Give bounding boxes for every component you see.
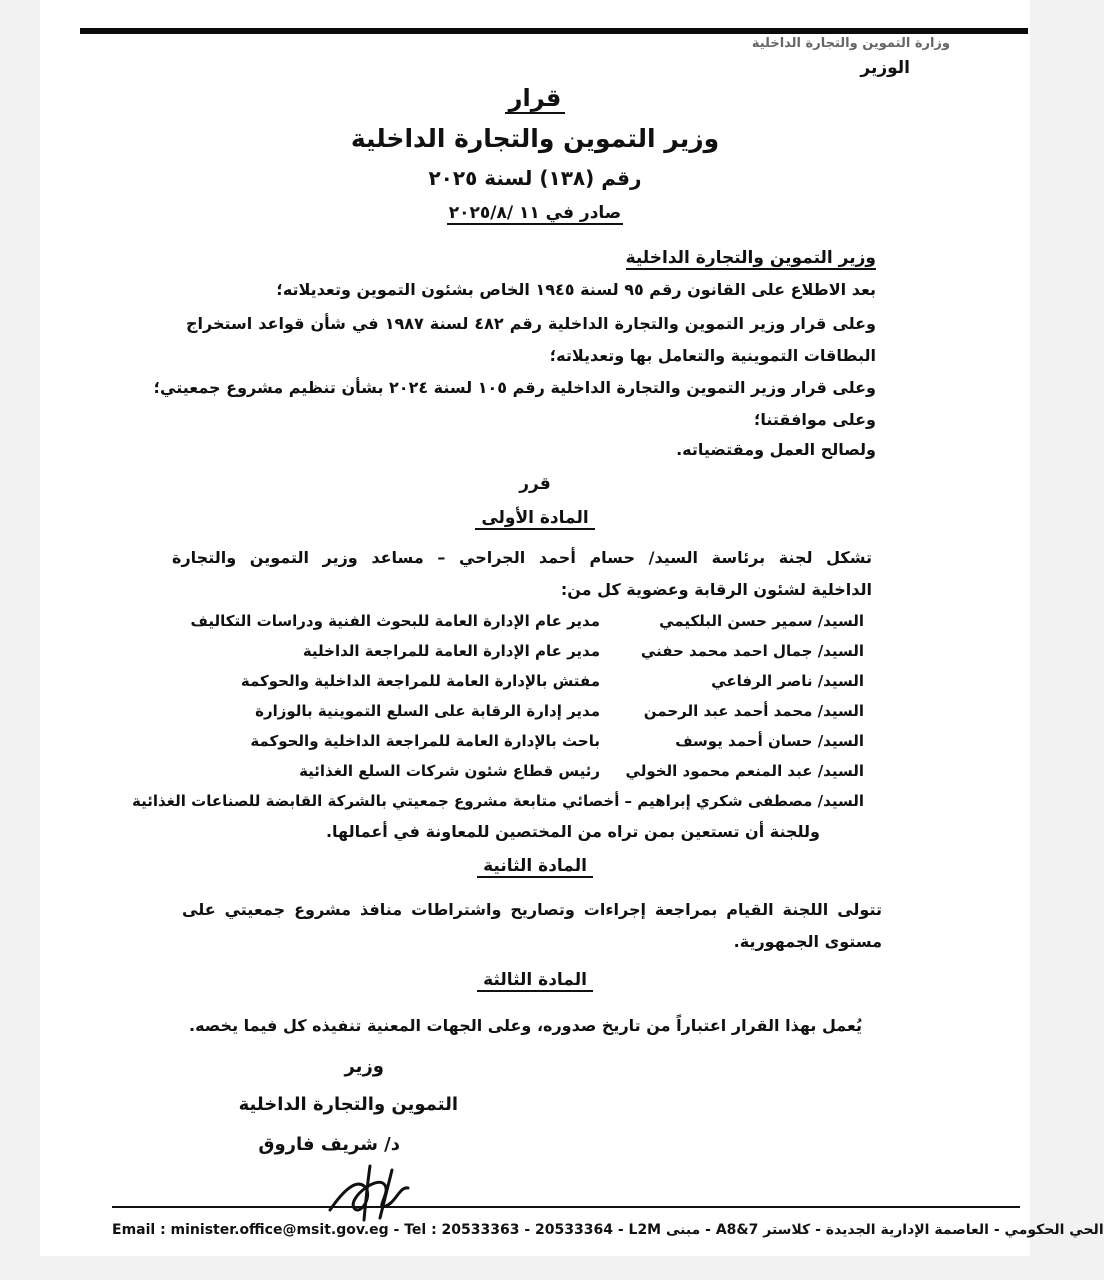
member-last-line: السيد/ مصطفى شكري إبراهيم – أخصائي متابعة مشروع جمعيتي بالشركة القابضة للصناعات الغذائية: [132, 792, 864, 810]
article1-intro-line1: تشكل لجنة برئاسة السيد/ حسام أحمد الجراحي – مساعد وزير التموين والتجارة: [172, 548, 872, 567]
footer-rule: [112, 1206, 1020, 1208]
article3-line1: يُعمل بهذا القرار اعتباراً من تاريخ صدوره، وعلى الجهات المعنية تنفيذه كل فيما يخصه.: [188, 1016, 862, 1035]
decision-title-text: قرار: [505, 84, 566, 114]
issue-date: [40, 203, 1030, 223]
issue-date-text: صادر في ١١ /٢٠٢٥/٨: [448, 203, 622, 223]
decision-title: [40, 84, 1030, 112]
member-title: مدير عام الإدارة العامة للمراجعة الداخلية: [302, 642, 600, 660]
member-name: السيد/ ناصر الرفاعي: [711, 672, 864, 690]
article1-closing: وللجنة أن تستعين بمن تراه من المختصين للمعاونة في أعمالها.: [325, 822, 820, 841]
preamble-line: وعلى موافقتنا؛: [753, 410, 876, 429]
article3-heading-text: المادة الثالثة: [477, 970, 593, 992]
preamble-line: وعلى قرار وزير التموين والتجارة الداخلية رقم ٤٨٢ لسنة ١٩٨٧ في شأن قواعد استخراج: [186, 314, 876, 333]
signature-role1: وزير: [344, 1056, 384, 1077]
article1-intro-line2: الداخلية لشئون الرقابة وعضوية كل من:: [560, 580, 872, 599]
member-title: مدير عام الإدارة العامة للبحوث الفنية ودراسات التكاليف: [190, 612, 600, 630]
article2-line1: تتولى اللجنة القيام بمراجعة إجراءات وتصاريح واشتراطات منافذ مشروع جمعيتي على: [182, 900, 882, 919]
member-title: مدير إدارة الرقابة على السلع التموينية بالوزارة: [255, 702, 600, 720]
member-title: باحث بالإدارة العامة للمراجعة الداخلية والحوكمة: [250, 732, 600, 750]
minister-title: وزير التموين والتجارة الداخلية: [350, 124, 720, 153]
preamble-line: ولصالح العمل ومقتضياته.: [676, 440, 876, 459]
signature-name: د/ شريف فاروق: [258, 1134, 400, 1155]
article2-heading-text: المادة الثانية: [477, 856, 593, 878]
decided-heading: قرر: [519, 474, 551, 494]
article3-heading: [40, 970, 1030, 990]
article1-heading: [40, 508, 1030, 528]
issuer-heading: [626, 248, 876, 268]
member-name: السيد/ جمال احمد محمد حفني: [640, 642, 864, 660]
handwritten-signature: [310, 1158, 430, 1228]
preamble-line: وعلى قرار وزير التموين والتجارة الداخلية رقم ١٠٥ لسنة ٢٠٢٤ بشأن تنظيم مشروع جمعيتي؛: [153, 378, 876, 397]
preamble-line: بعد الاطلاع على القانون رقم ٩٥ لسنة ١٩٤٥ الخاص بشئون التموين وتعديلاته؛: [276, 280, 876, 299]
member-name: السيد/ محمد أحمد عبد الرحمن: [643, 702, 864, 720]
member-name: السيد/ سمير حسن البلكيمي: [659, 612, 864, 630]
footer-contact: Email : minister.office@msit.gov.eg - Tel : 20533363 - 20533364 - L2M مبنى - A8&7 الحي الحكومي - العاصمة الإدارية الجديدة - كلاستر: [112, 1222, 1104, 1238]
issuer-heading-text: وزير التموين والتجارة الداخلية: [625, 248, 876, 268]
decree-page: [40, 0, 1104, 1256]
minister-header-label: الوزير: [860, 58, 910, 78]
ministry-header-line: وزارة التموين والتجارة الداخلية: [751, 36, 950, 51]
article2-line2: مستوى الجمهورية.: [733, 932, 882, 951]
article1-heading-text: المادة الأولى: [475, 508, 594, 530]
signature-role2: التموين والتجارة الداخلية: [238, 1094, 458, 1115]
member-name: السيد/ حسان أحمد يوسف: [675, 732, 864, 750]
decree-number: رقم (١٣٨) لسنة ٢٠٢٥: [428, 166, 642, 190]
preamble-line: البطاقات التموينية والتعامل بها وتعديلاته؛: [549, 346, 876, 365]
header-rule: [80, 28, 1028, 34]
member-title: مفتش بالإدارة العامة للمراجعة الداخلية والحوكمة: [240, 672, 600, 690]
article2-heading: [40, 856, 1030, 876]
member-title: رئيس قطاع شئون شركات السلع الغذائية: [299, 762, 600, 780]
member-name: السيد/ عبد المنعم محمود الخولي: [625, 762, 864, 780]
